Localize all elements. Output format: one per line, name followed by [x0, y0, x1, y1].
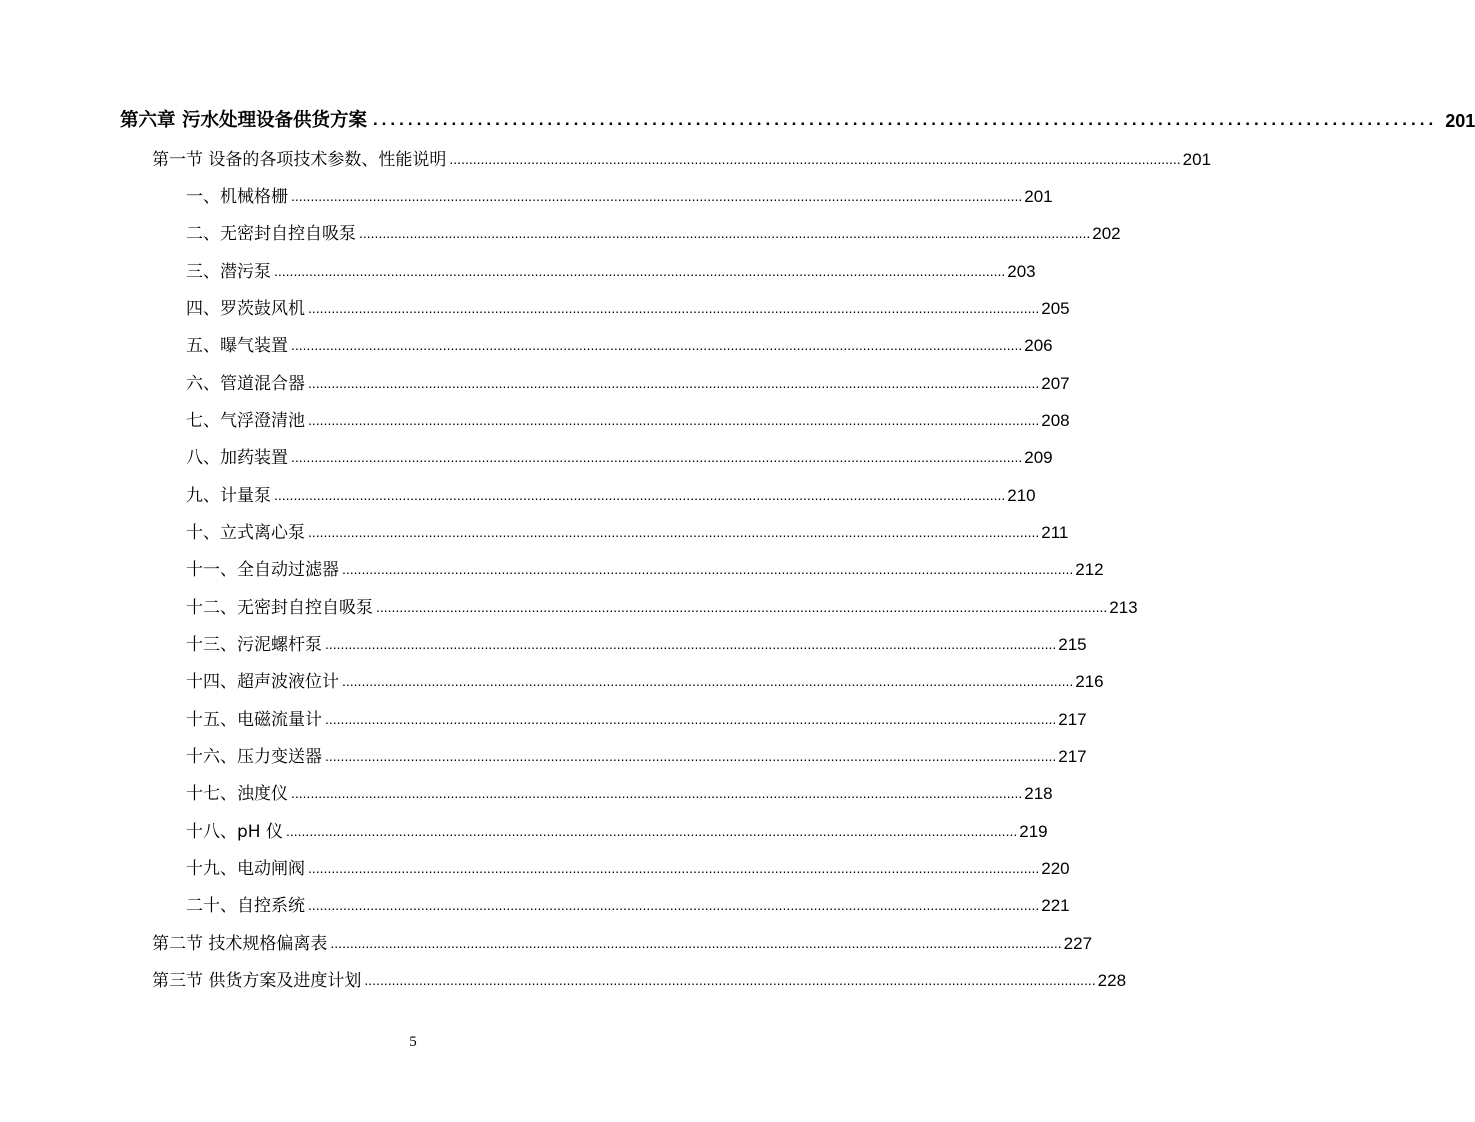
toc-entry-title: 十四、超声波液位计 [186, 672, 339, 692]
toc-section-1[interactable] [152, 142, 1212, 170]
toc-item[interactable] [186, 739, 1087, 767]
toc-item[interactable] [186, 702, 1087, 730]
dot-leader: ............................................................................................................................................................................................ [364, 972, 1096, 988]
dot-leader: ............................................................................................................................................................................................ [342, 561, 1074, 577]
dot-leader: ............................................................................................................................................................................................ [308, 412, 1040, 428]
toc-entry-title: 八、加药装置 [186, 448, 288, 468]
toc-entry-page: 207 [1041, 374, 1070, 393]
toc-item[interactable] [186, 328, 1053, 356]
toc-item[interactable] [186, 478, 1036, 506]
toc-entry-page: 201 [1024, 187, 1053, 206]
dot-leader: ............................................................................................................................................................................................ [308, 524, 1040, 540]
toc-entry-page: 218 [1024, 784, 1053, 803]
toc-item[interactable] [186, 515, 1069, 543]
toc-entry-title: 九、计量泵 [186, 486, 271, 506]
toc-item[interactable] [186, 179, 1053, 207]
toc-item[interactable] [186, 776, 1053, 804]
toc-entry-title: 五、曝气装置 [186, 336, 288, 356]
dot-leader: ............................................................................................................................................................................................ [274, 263, 1006, 279]
toc-entry-title: 十五、电磁流量计 [186, 710, 322, 730]
page-number: 5 [409, 1034, 417, 1050]
toc-entry-page: 217 [1058, 710, 1087, 729]
toc-entry-title: 七、气浮澄清池 [186, 411, 305, 431]
toc-entry-page: 215 [1058, 635, 1087, 654]
toc-entry-page: 227 [1063, 934, 1093, 953]
toc-entry-page: 212 [1075, 560, 1104, 579]
toc-item[interactable] [186, 851, 1070, 879]
toc-entry-title: 十三、污泥螺杆泵 [186, 635, 322, 655]
toc-entry-title: 第一节 设备的各项技术参数、性能说明 [152, 150, 447, 170]
toc-section-3[interactable] [152, 963, 1127, 991]
dot-leader: ............................................................................................................................................................................................ [325, 711, 1057, 727]
toc-entry-page: 201 [1182, 150, 1212, 169]
toc-entry-title: 十六、压力变送器 [186, 747, 322, 767]
dot-leader: ............................................................................................................................................................................................ [291, 337, 1023, 353]
toc-entry-page: 221 [1041, 896, 1070, 915]
dot-leader: ............................................................................................................................................................................................ [325, 636, 1057, 652]
toc-entry-page: 208 [1041, 411, 1070, 430]
dot-leader: ............................................................................................................................................................................................ [308, 860, 1040, 876]
toc-item[interactable] [186, 216, 1121, 244]
toc-entry-title: 十、立式离心泵 [186, 523, 305, 543]
dot-leader: ............................................................................................................................................................................................ [376, 599, 1108, 615]
toc-item[interactable] [186, 403, 1070, 431]
toc-entry-title: 第三节 供货方案及进度计划 [152, 971, 362, 991]
toc-entry-page: 211 [1041, 523, 1069, 542]
toc-entry-page: 219 [1019, 822, 1048, 841]
toc-item[interactable] [186, 888, 1070, 916]
toc-entry-page: 220 [1041, 859, 1070, 878]
toc-item[interactable] [186, 440, 1053, 468]
toc-entry-title: 二、无密封自控自吸泵 [186, 224, 356, 244]
toc-entry-page: 201 [1445, 111, 1475, 131]
dot-leader: ............................................................................................................................................................................................ [359, 225, 1091, 241]
toc-item[interactable] [186, 291, 1070, 319]
dot-leader: ............................................................................................................................................................................................ [285, 823, 1018, 839]
toc-entry-page: 203 [1007, 262, 1036, 281]
dot-leader: ............................................................................................................................................................................................ [308, 300, 1040, 316]
toc-item[interactable] [186, 366, 1070, 394]
dot-leader: ............................................................................................................................................................................................ [308, 897, 1040, 913]
toc-entry-page: 228 [1097, 971, 1127, 990]
toc-item[interactable] [186, 552, 1104, 580]
dot-leader: .......................................................................................................................... [372, 110, 1438, 129]
toc-entry-page: 210 [1007, 486, 1036, 505]
toc-entry-page: 217 [1058, 747, 1087, 766]
toc-entry-title: 十一、全自动过滤器 [186, 560, 339, 580]
dot-leader: ............................................................................................................................................................................................ [274, 487, 1006, 503]
dot-leader: ............................................................................................................................................................................................ [342, 673, 1074, 689]
toc-entry-title: 一、机械格栅 [186, 187, 288, 207]
toc-entry-page: 202 [1092, 224, 1121, 243]
toc-entry-page: 213 [1109, 598, 1138, 617]
toc-entry-page: 206 [1024, 336, 1053, 355]
dot-leader: ............................................................................................................................................................................................ [291, 449, 1023, 465]
toc-item[interactable] [186, 664, 1104, 692]
toc-entry-title: 第二节 技术规格偏离表 [152, 934, 328, 954]
toc-item[interactable] [186, 590, 1138, 618]
toc-item[interactable] [186, 254, 1036, 282]
toc-entry-title: 十九、电动闸阀 [186, 859, 305, 879]
toc-entry-title: 二十、自控系统 [186, 896, 305, 916]
dot-leader: ............................................................................................................................................................................................ [308, 375, 1040, 391]
dot-leader: ............................................................................................................................................................................................ [291, 188, 1023, 204]
toc-item[interactable] [186, 627, 1087, 655]
toc-entry-title: 十七、浊度仪 [186, 784, 288, 804]
toc-chapter-6[interactable] [120, 104, 1475, 132]
toc-entry-title: 十二、无密封自控自吸泵 [186, 598, 373, 618]
toc-entry-title: 第六章 污水处理设备供货方案 [120, 110, 367, 131]
dot-leader: ............................................................................................................................................................................................ [330, 935, 1062, 951]
toc-item[interactable] [186, 814, 1048, 842]
toc-entry-page: 209 [1024, 448, 1053, 467]
toc-entry-title: 十八、pH 仪 [186, 822, 283, 842]
toc-entry-title: 四、罗茨鼓风机 [186, 299, 305, 319]
toc-entry-page: 216 [1075, 672, 1104, 691]
toc-entry-title: 六、管道混合器 [186, 374, 305, 394]
dot-leader: ............................................................................................................................................................................................ [325, 748, 1057, 764]
toc-entry-page: 205 [1041, 299, 1070, 318]
dot-leader: ............................................................................................................................................................................................ [449, 151, 1181, 167]
dot-leader: ............................................................................................................................................................................................ [291, 785, 1023, 801]
toc-section-2[interactable] [152, 926, 1093, 954]
toc-entry-title: 三、潜污泵 [186, 262, 271, 282]
